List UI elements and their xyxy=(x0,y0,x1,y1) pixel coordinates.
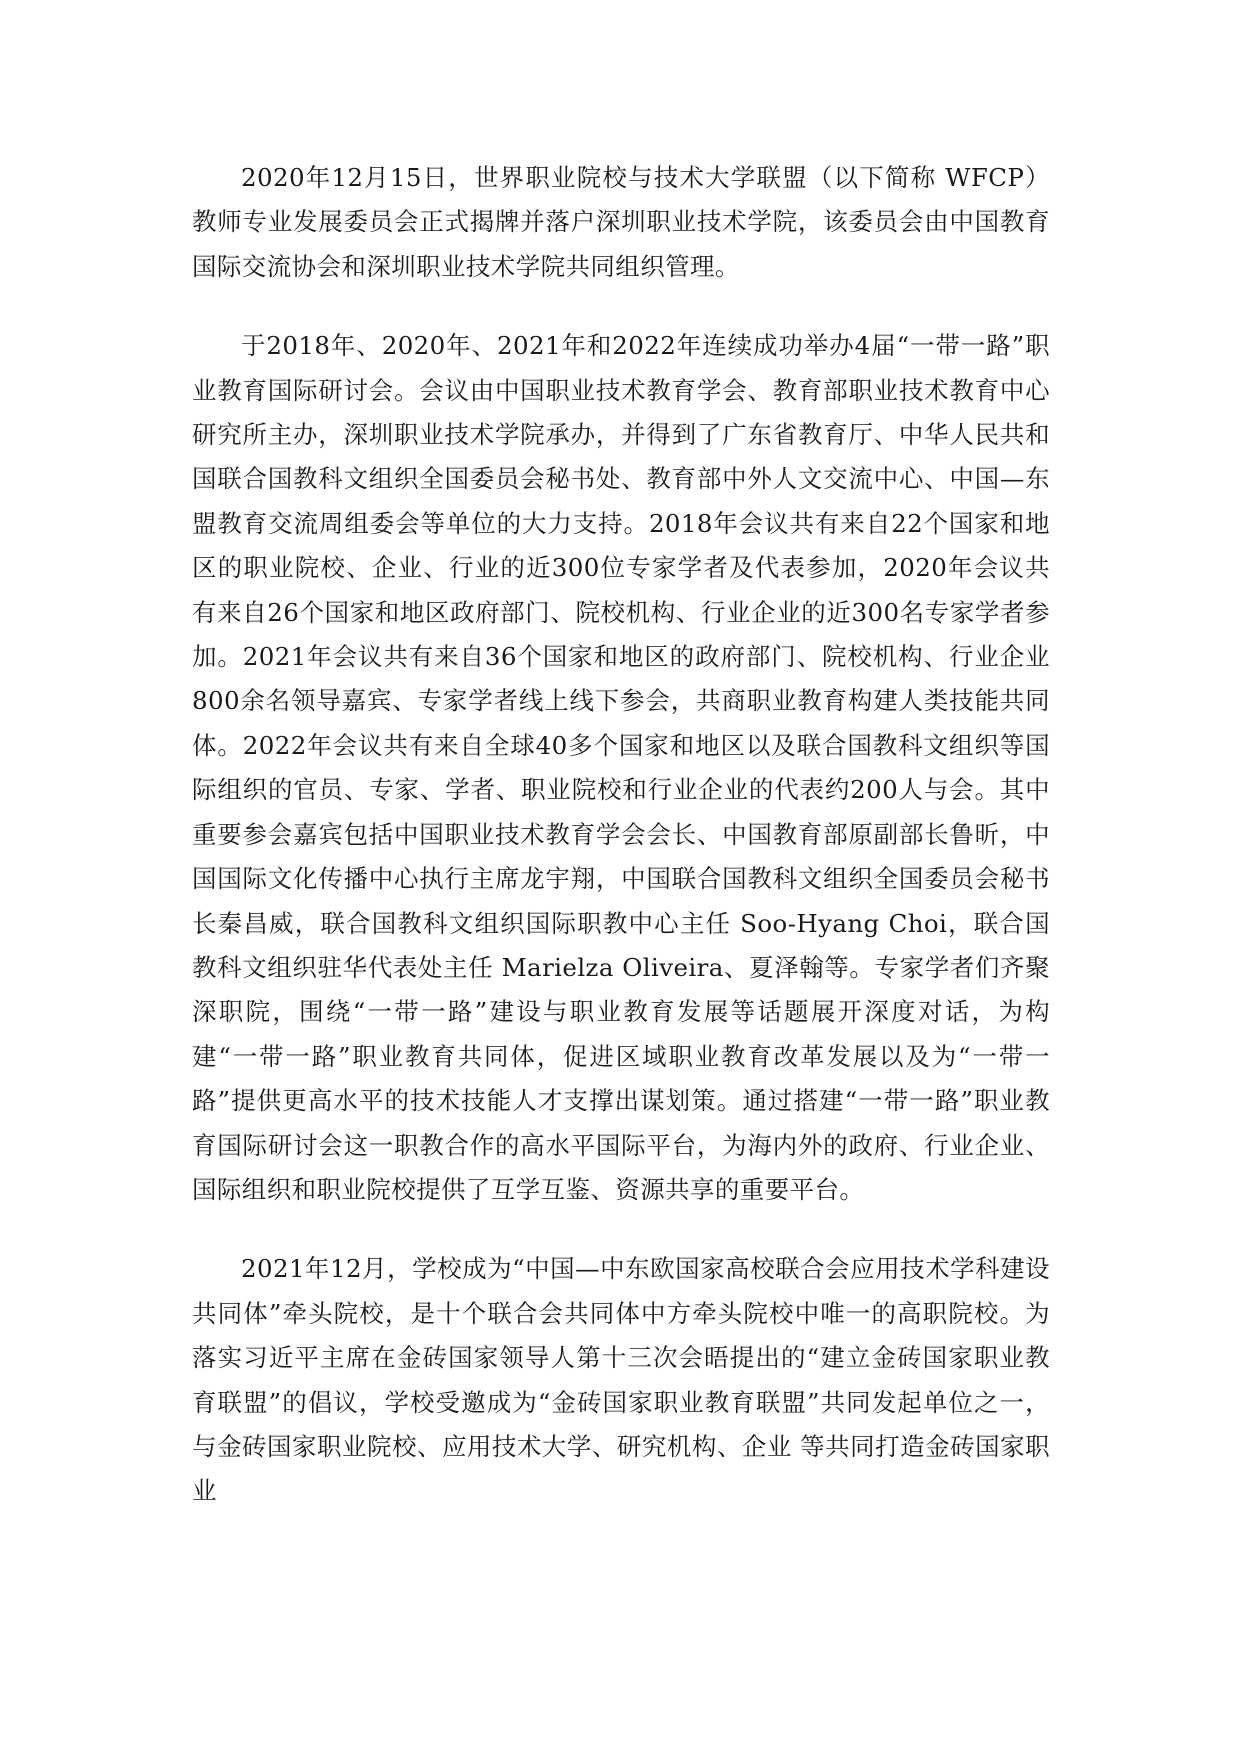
paragraph-alliances: 2021年12月，学校成为“中国—中东欧国家高校联合会应用技术学科建设共同体”牵头院校，是十个联合会共同体中方牵头院校中唯一的高职院校。为落实习近平主席在金砖国家领导人第十三次会晤提出的“建立金砖国家职业教育联盟”的倡议，学校受邀成为“金砖国家职业教育联盟”共同发起单位之一，与金砖国家职业院校、应用技术大学、研究机构、企业 等共同打造金砖国家职业 xyxy=(192,1254,1050,1506)
paragraph-wfcp-committee: 2020年12月15日，世界职业院校与技术大学联盟（以下简称 WFCP）教师专业发展委员会正式揭牌并落户深圳职业技术学院，该委员会由中国教育国际交流协会和深圳职业技术学院共同组织管理。 xyxy=(192,163,1050,281)
paragraph-belt-road-seminar: 于2018年、2020年、2021年和2022年连续成功举办4届“一带一路”职业教育国际研讨会。会议由中国职业技术教育学会、教育部职业技术教育中心研究所主办，深圳职业技术学院承办，并得到了广东省教育厅、中华人民共和国联合国教科文组织全国委员会秘书处、教育部中外人文交流中心、中国—东盟教育交流周组委会等单位的大力支持。2018年会议共有来自22个国家和地区的职业院校、企业、行业的近300位专家学者及代表参加，2020年会议共有来自26个国家和地区政府部门、院校机构、行业企业的近300名专家学者参加。2021年会议共有来自36个国家和地区的政府部门、院校机构、行业企业800余名领导嘉宾、专家学者线上线下参会，共商职业教育构建人类技能共同体。2022年会议共有来自全球40多个国家和地区以及联合国教科文组织等国际组织的官员、专家、学者、职业院校和行业企业的代表约200人与会。其中重要参会嘉宾包括中国职业技术教育学会会长、中国教育部原副部长鲁昕，中国国际文化传播中心执行主席龙宇翔，中国联合国教科文组织全国委员会秘书长秦昌威，联合国教科文组织国际职教中心主任 Soo-Hyang Choi，联合国教科文组织驻华代表处主任 Marielza Oliveira、夏泽翰等。专家学者们齐聚深职院，围绕“一带一路”建设与职业教育发展等话题展开深度对话，为构建“一带一路”职业教育共同体，促进区域职业教育改革发展以及为“一带一路”提供更高水平的技术技能人才支撑出谋划策。通过搭建“一带一路”职业教育国际研讨会这一职教合作的高水平国际平台，为海内外的政府、行业企业、国际组织和职业院校提供了互学互鉴、资源共享的重要平台。 xyxy=(192,331,1050,1204)
document-body xyxy=(192,156,1050,1514)
